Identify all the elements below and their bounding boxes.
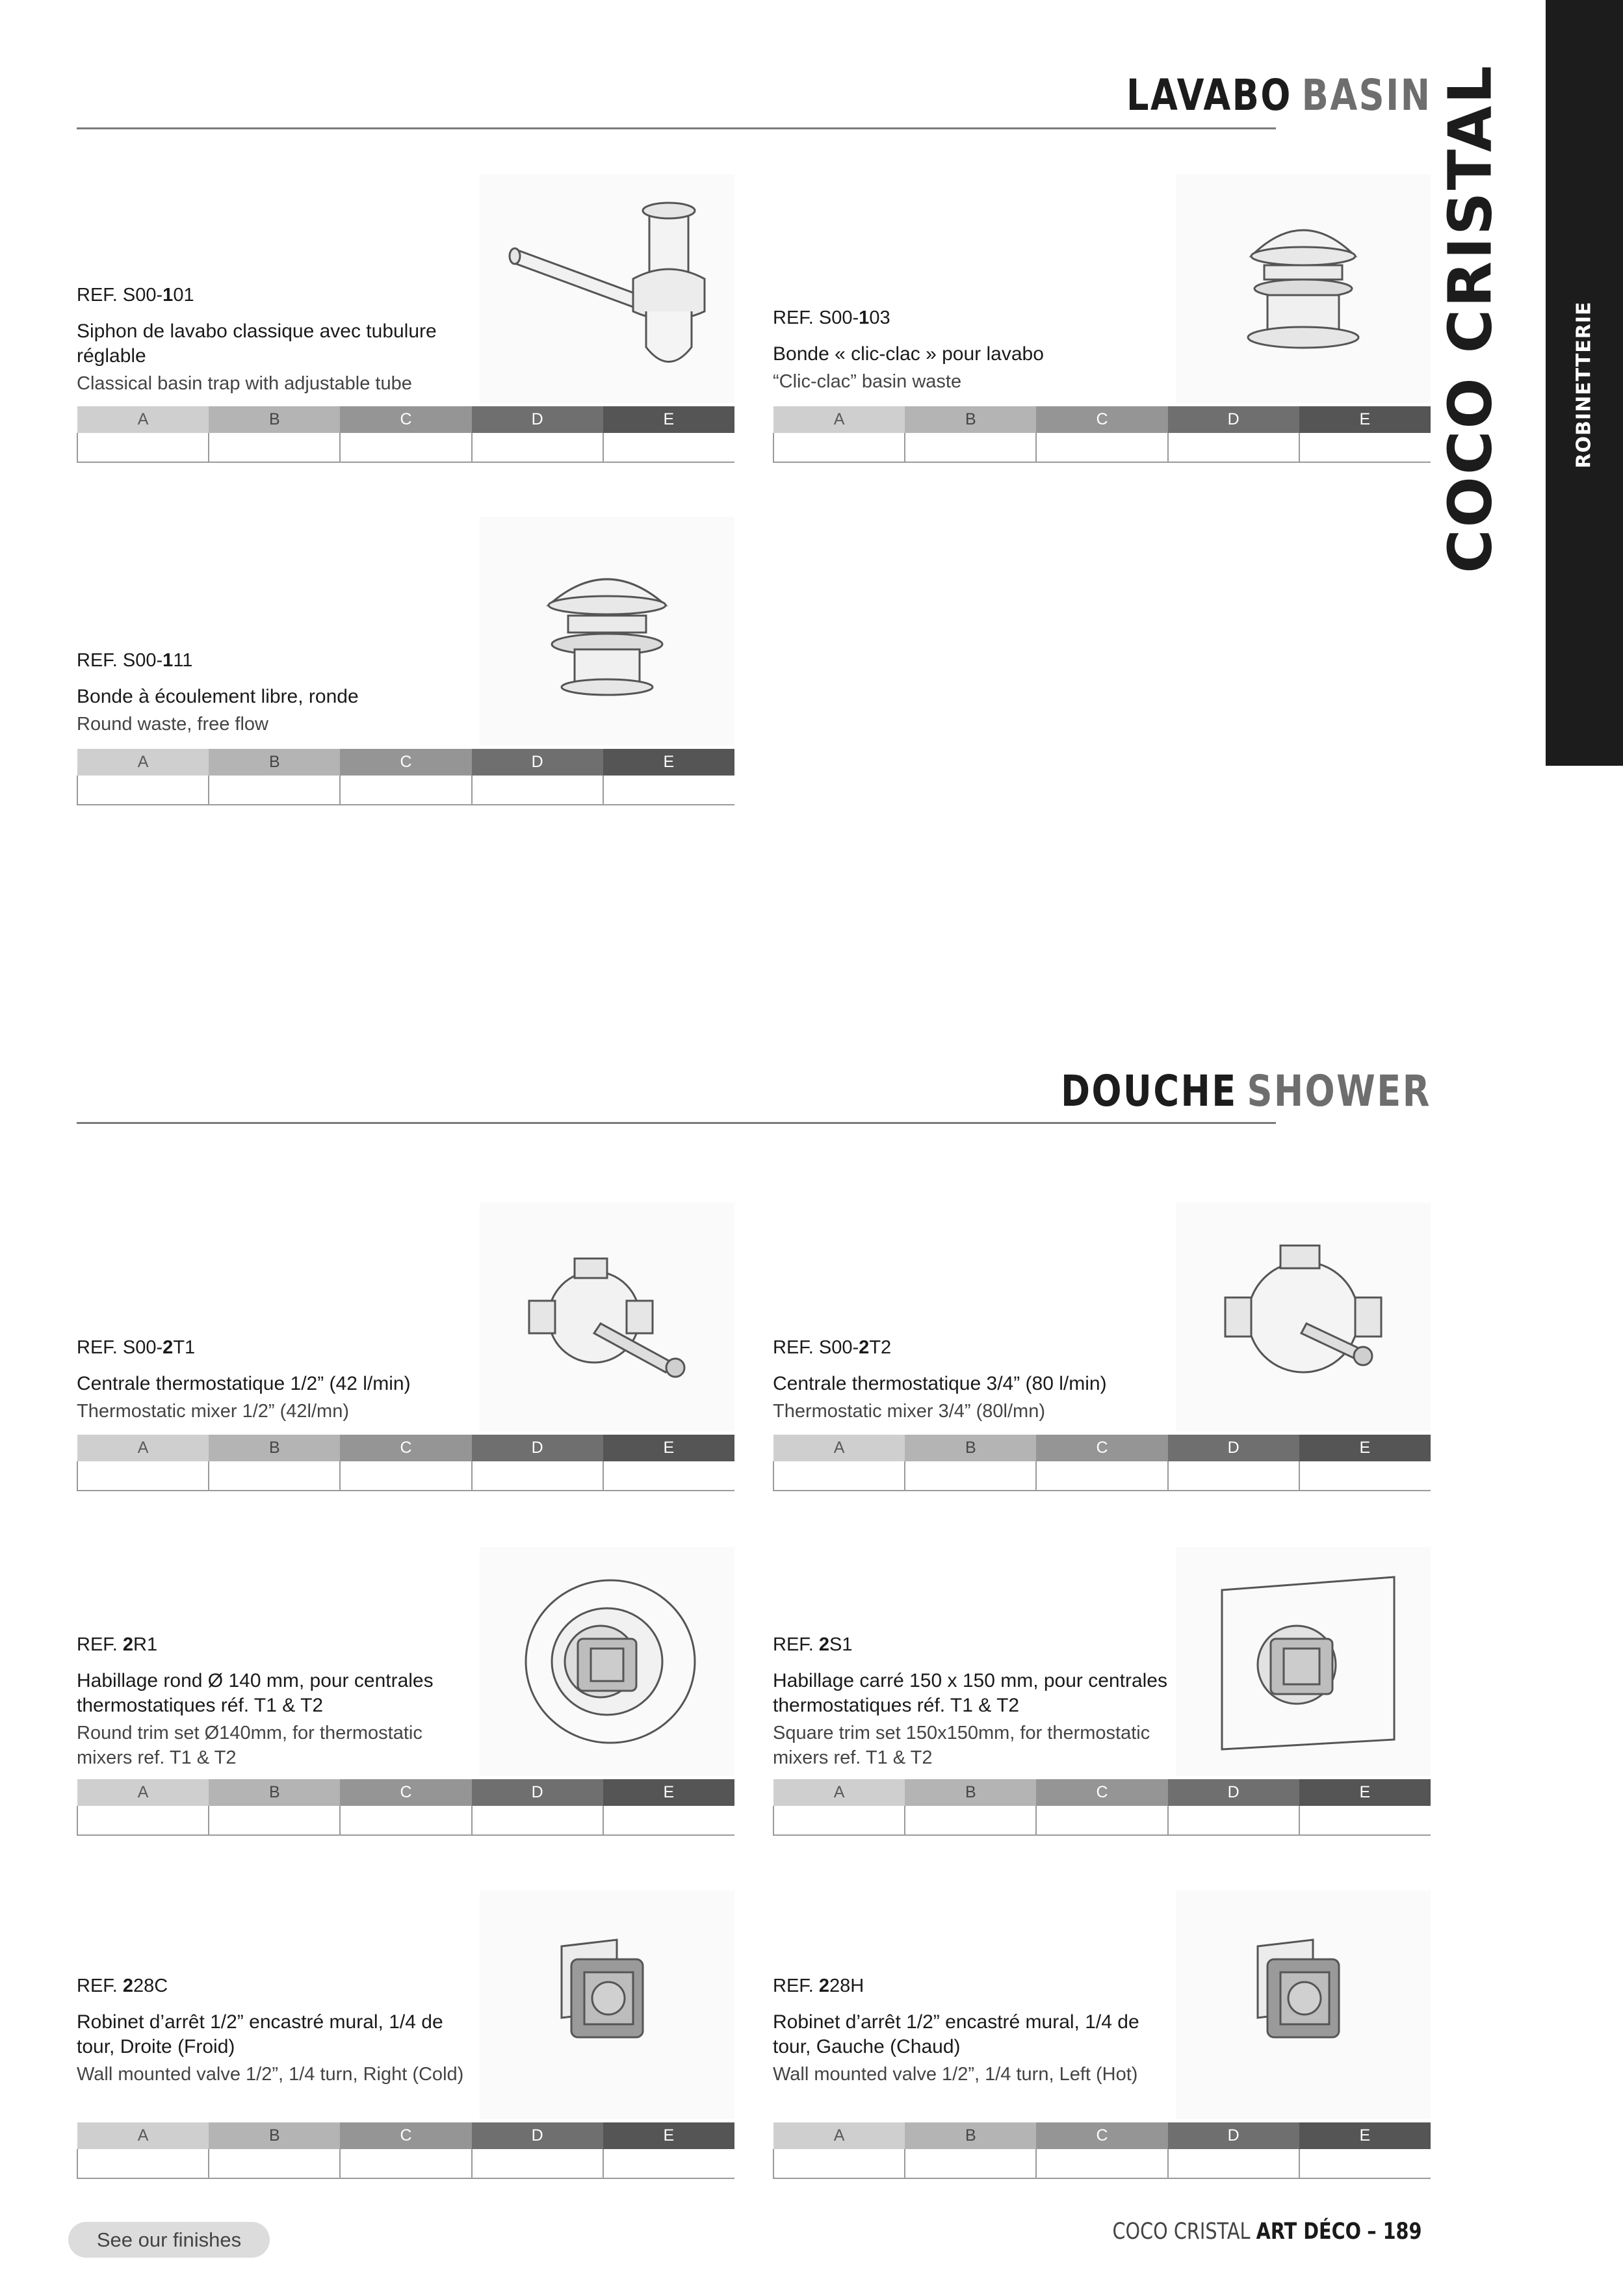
product-text	[773, 1337, 1176, 1424]
finish-cell-d	[1168, 1461, 1299, 1491]
finish-value-row	[77, 433, 734, 462]
finish-header-b: B	[209, 749, 340, 776]
finish-cell-c	[1036, 2149, 1167, 2178]
finish-cell-a	[773, 1806, 905, 1835]
finish-cell-b	[209, 2149, 340, 2178]
finish-cell-e	[603, 1806, 734, 1835]
finish-value-row	[77, 1461, 734, 1491]
product-description-en: Classical basin trap with adjustable tube	[77, 373, 412, 394]
finish-cell-b	[209, 1806, 340, 1835]
finish-cell-d	[1168, 1806, 1299, 1835]
wall-valve-icon	[503, 1914, 711, 2096]
product-text	[77, 1976, 480, 2087]
finish-header-c: C	[340, 1779, 471, 1806]
finish-value-row	[773, 1806, 1431, 1835]
finish-table	[77, 749, 734, 805]
product-ref: REF. 228H	[773, 1976, 864, 1996]
product-photo	[480, 1547, 734, 1776]
finish-cell-d	[1168, 433, 1299, 462]
finish-table	[773, 2122, 1431, 2179]
product-photo	[1176, 1547, 1431, 1776]
product-card	[77, 174, 734, 467]
product-card	[77, 1890, 734, 2183]
finish-header-e: E	[1299, 406, 1431, 433]
finish-header-b: B	[209, 2122, 340, 2149]
finish-cell-d	[1168, 2149, 1299, 2178]
section-divider	[77, 1122, 1276, 1124]
section-title-fr: LAVABO	[1126, 70, 1292, 120]
finish-header-a: A	[77, 749, 209, 776]
finish-value-row	[77, 776, 734, 805]
product-text	[77, 650, 480, 737]
finish-header-c: C	[1036, 406, 1167, 433]
finish-cell-a	[77, 776, 209, 805]
product-description-en: Wall mounted valve 1/2”, 1/4 turn, Right (Cold)	[77, 2064, 464, 2085]
wall-valve-icon	[1199, 1914, 1407, 2096]
finish-cell-a	[773, 1461, 905, 1491]
product-description-fr: Bonde à écoulement libre, ronde	[77, 686, 359, 707]
finish-header-row	[77, 1435, 734, 1461]
finish-cell-d	[472, 1806, 603, 1835]
finish-cell-d	[472, 776, 603, 805]
product-photo	[480, 1890, 734, 2119]
finish-header-e: E	[603, 749, 734, 776]
finish-table	[77, 2122, 734, 2179]
footer-collection: ART DÉCO	[1256, 2219, 1361, 2245]
finish-header-row	[77, 749, 734, 776]
finish-cell-a	[77, 2149, 209, 2178]
product-card	[773, 1890, 1431, 2183]
product-description-en: Wall mounted valve 1/2”, 1/4 turn, Left (Hot)	[773, 2064, 1138, 2085]
finish-cell-e	[603, 433, 734, 462]
thermostatic-mixer-large-icon	[1199, 1226, 1407, 1408]
product-photo	[1176, 1203, 1431, 1431]
finish-header-row	[773, 2122, 1431, 2149]
finish-header-c: C	[1036, 2122, 1167, 2149]
finish-header-c: C	[340, 749, 471, 776]
finish-header-e: E	[603, 2122, 734, 2149]
product-photo	[1176, 1890, 1431, 2119]
finish-cell-e	[1299, 1461, 1431, 1491]
footer-brand: COCO CRISTAL	[1112, 2219, 1250, 2245]
finish-cell-b	[209, 776, 340, 805]
product-text	[773, 1634, 1176, 1770]
section-divider	[77, 127, 1276, 129]
finish-header-row	[773, 406, 1431, 433]
brand-vertical-title: COCO CRISTAL	[1435, 64, 1505, 573]
finish-value-row	[77, 2149, 734, 2178]
product-text	[77, 285, 480, 396]
finish-value-row	[773, 1461, 1431, 1491]
finish-header-b: B	[209, 406, 340, 433]
finish-cell-b	[209, 433, 340, 462]
finish-cell-c	[1036, 1461, 1167, 1491]
finish-cell-b	[905, 1806, 1036, 1835]
product-description-fr: Centrale thermostatique 3/4” (80 l/min)	[773, 1373, 1107, 1394]
finish-cell-c	[340, 1806, 471, 1835]
finish-cell-e	[603, 2149, 734, 2178]
finish-cell-b	[905, 433, 1036, 462]
finish-header-d: D	[1168, 406, 1299, 433]
finish-header-b: B	[905, 406, 1036, 433]
side-tab-label: ROBINETTERIE	[1572, 301, 1596, 469]
finish-header-b: B	[209, 1779, 340, 1806]
product-text	[77, 1634, 480, 1770]
finish-header-row	[773, 1435, 1431, 1461]
page-number: – 189	[1366, 2219, 1422, 2245]
product-description-en: Round trim set Ø140mm, for thermostatic mixers ref. T1 & T2	[77, 1723, 422, 1768]
finish-header-d: D	[472, 406, 603, 433]
finish-header-a: A	[773, 1779, 905, 1806]
product-description-en: Thermostatic mixer 3/4” (80l/mn)	[773, 1401, 1045, 1422]
finish-value-row	[773, 2149, 1431, 2178]
section-title-fr: DOUCHE	[1061, 1066, 1238, 1116]
finish-cell-a	[773, 2149, 905, 2178]
finish-header-e: E	[603, 1779, 734, 1806]
product-ref: REF. 2R1	[77, 1634, 158, 1655]
square-trim-icon	[1199, 1571, 1407, 1753]
finish-header-e: E	[1299, 1779, 1431, 1806]
finish-cell-c	[1036, 1806, 1167, 1835]
product-ref: REF. S00-111	[77, 650, 193, 671]
section-title-en: SHOWER	[1247, 1066, 1431, 1116]
finish-cell-c	[1036, 433, 1167, 462]
product-ref: REF. S00-2T2	[773, 1337, 892, 1358]
finish-cell-a	[773, 433, 905, 462]
finish-header-c: C	[1036, 1779, 1167, 1806]
product-ref: REF. 228C	[77, 1976, 168, 1996]
product-description-en: Round waste, free flow	[77, 714, 268, 735]
finish-cell-c	[340, 1461, 471, 1491]
finish-table	[773, 1435, 1431, 1491]
finish-header-d: D	[472, 2122, 603, 2149]
finish-header-b: B	[905, 1435, 1036, 1461]
finish-table	[773, 1779, 1431, 1836]
product-ref: REF. S00-2T1	[77, 1337, 196, 1358]
finish-cell-b	[209, 1461, 340, 1491]
product-description-fr: Centrale thermostatique 1/2” (42 l/min)	[77, 1373, 411, 1394]
product-description-en: Thermostatic mixer 1/2” (42l/mn)	[77, 1401, 349, 1422]
product-description-fr: Habillage carré 150 x 150 mm, pour centrales thermostatiques réf. T1 & T2	[773, 1670, 1167, 1716]
finish-header-row	[773, 1779, 1431, 1806]
section-title-shower	[1061, 1066, 1431, 1116]
product-description-en: “Clic-clac” basin waste	[773, 371, 962, 392]
product-card	[77, 517, 734, 809]
finish-cell-e	[603, 1461, 734, 1491]
finish-cell-d	[472, 433, 603, 462]
product-photo	[480, 174, 734, 403]
product-description-fr: Robinet d’arrêt 1/2” encastré mural, 1/4 de tour, Gauche (Chaud)	[773, 2011, 1139, 2057]
product-ref: REF. S00-101	[77, 285, 194, 306]
product-text	[773, 1976, 1176, 2087]
finish-header-row	[77, 2122, 734, 2149]
finish-table	[77, 1779, 734, 1836]
finish-header-c: C	[340, 406, 471, 433]
finish-header-e: E	[1299, 1435, 1431, 1461]
product-text	[773, 307, 1176, 394]
product-description-fr: Siphon de lavabo classique avec tubulure réglable	[77, 320, 437, 367]
product-card	[773, 174, 1431, 467]
thermostatic-mixer-icon	[503, 1226, 711, 1408]
finish-cell-b	[905, 1461, 1036, 1491]
product-card	[77, 1203, 734, 1495]
finish-cell-a	[77, 1461, 209, 1491]
product-description-en: Square trim set 150x150mm, for thermostatic mixers ref. T1 & T2	[773, 1723, 1150, 1768]
finish-value-row	[773, 433, 1431, 462]
finish-cell-d	[472, 2149, 603, 2178]
finish-cell-a	[77, 433, 209, 462]
finish-header-d: D	[1168, 1435, 1299, 1461]
finish-cell-e	[1299, 2149, 1431, 2178]
round-trim-icon	[503, 1571, 711, 1753]
finish-table	[77, 1435, 734, 1491]
finish-header-c: C	[1036, 1435, 1167, 1461]
finish-header-b: B	[209, 1435, 340, 1461]
finish-header-d: D	[1168, 2122, 1299, 2149]
page-footer	[1112, 2219, 1422, 2245]
finish-value-row	[77, 1806, 734, 1835]
finish-cell-c	[340, 776, 471, 805]
product-card	[773, 1547, 1431, 1840]
product-description-fr: Bonde « clic-clac » pour lavabo	[773, 343, 1044, 365]
finish-header-d: D	[472, 1779, 603, 1806]
finish-header-a: A	[77, 2122, 209, 2149]
round-waste-icon	[503, 540, 711, 722]
finish-header-row	[77, 406, 734, 433]
finish-header-a: A	[77, 1435, 209, 1461]
finish-header-c: C	[340, 2122, 471, 2149]
finish-header-d: D	[472, 749, 603, 776]
section-title-en: BASIN	[1301, 70, 1431, 120]
product-card	[77, 1547, 734, 1840]
see-finishes-button[interactable]: See our finishes	[68, 2222, 270, 2258]
clic-clac-waste-icon	[1199, 198, 1407, 380]
product-photo	[1176, 174, 1431, 403]
finish-header-a: A	[773, 1435, 905, 1461]
finish-cell-b	[905, 2149, 1036, 2178]
finish-header-a: A	[773, 406, 905, 433]
finish-header-e: E	[1299, 2122, 1431, 2149]
section-title-basin	[1126, 70, 1431, 120]
finish-header-b: B	[905, 1779, 1036, 1806]
product-text	[77, 1337, 480, 1424]
finish-header-row	[77, 1779, 734, 1806]
finish-header-e: E	[603, 1435, 734, 1461]
finish-header-a: A	[77, 1779, 209, 1806]
product-photo	[480, 517, 734, 746]
product-description-fr: Habillage rond Ø 140 mm, pour centrales thermostatiques réf. T1 & T2	[77, 1670, 434, 1716]
product-photo	[480, 1203, 734, 1431]
product-ref: REF. S00-103	[773, 307, 890, 328]
finish-table	[77, 406, 734, 463]
finish-cell-c	[340, 433, 471, 462]
product-ref: REF. 2S1	[773, 1634, 853, 1655]
product-card	[773, 1203, 1431, 1495]
finish-cell-e	[1299, 433, 1431, 462]
finish-table	[773, 406, 1431, 463]
finish-header-d: D	[472, 1435, 603, 1461]
finish-header-a: A	[773, 2122, 905, 2149]
finish-header-a: A	[77, 406, 209, 433]
finish-cell-e	[603, 776, 734, 805]
side-tab	[1546, 0, 1623, 766]
basin-trap-icon	[503, 198, 711, 380]
finish-header-d: D	[1168, 1779, 1299, 1806]
finish-cell-d	[472, 1461, 603, 1491]
finish-cell-c	[340, 2149, 471, 2178]
finish-header-e: E	[603, 406, 734, 433]
finish-cell-e	[1299, 1806, 1431, 1835]
finish-cell-a	[77, 1806, 209, 1835]
product-description-fr: Robinet d’arrêt 1/2” encastré mural, 1/4 de tour, Droite (Froid)	[77, 2011, 443, 2057]
finish-header-b: B	[905, 2122, 1036, 2149]
finish-header-c: C	[340, 1435, 471, 1461]
